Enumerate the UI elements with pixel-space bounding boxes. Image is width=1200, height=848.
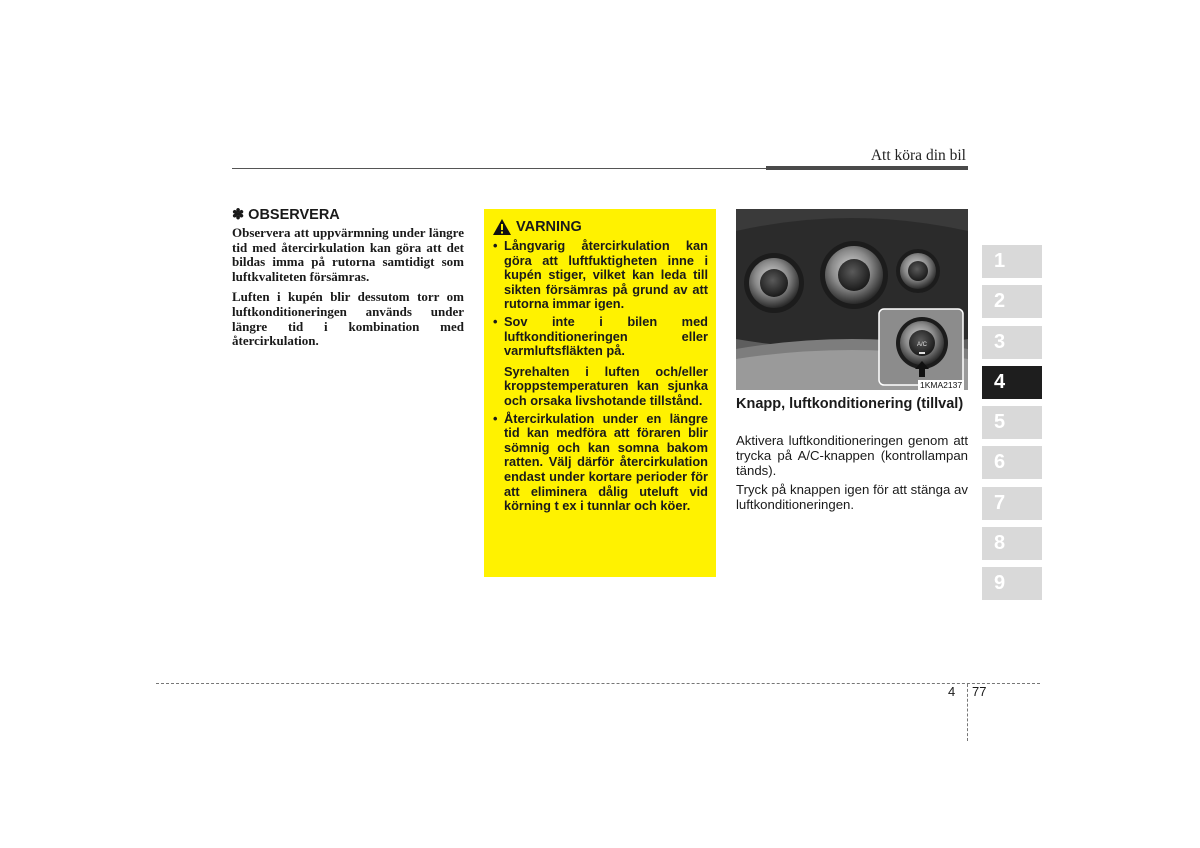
chapter-tab-3[interactable]: 3 [982, 326, 1042, 359]
warning-item-subtext: Syrehalten i luften och/eller kroppstemperaturen kan sjunka och orsaka livshotande tillstånd. [504, 363, 708, 408]
chapter-tab-2[interactable]: 2 [982, 285, 1042, 318]
figure-caption-body [736, 433, 968, 515]
warning-item [492, 412, 708, 514]
climate-control-photo [736, 209, 968, 390]
warning-box [484, 209, 716, 577]
warning-item [492, 315, 708, 409]
observera-note [232, 207, 464, 355]
observera-title: ✽ OBSERVERA [232, 207, 340, 223]
climate-panel-illustration [736, 209, 968, 390]
chapter-tab-4[interactable]: 4 [982, 366, 1042, 399]
chapter-tab-5[interactable]: 5 [982, 406, 1042, 439]
warning-item-text: Långvarig återcirkulation kan göra att luftfuktigheten inne i kupén stiger, vilket kan leda till sikten försämras på grund av att rutorna immar igen. [504, 238, 708, 312]
warning-item-text: Återcirkulation under en längre tid kan medföra att föraren blir sömnig och kan somna bakom ratten. Välj därför återcirkulation endast under kortare perioder för att eliminera dålig uteluft vid körning t ex i tunnlar och köer. [504, 410, 708, 514]
bullet-icon: • [493, 410, 498, 426]
chapter-tab-7[interactable]: 7 [982, 487, 1042, 520]
observera-paragraph-2: Luften i kupén blir dessutom torr om luftkonditioneringen används under längre tid i kombination med återcirkulation. [232, 289, 464, 349]
warning-list [492, 239, 708, 514]
page-number: 77 [972, 684, 987, 699]
footer-rule [156, 683, 1040, 684]
chapter-tab-6[interactable]: 6 [982, 446, 1042, 479]
warning-triangle-icon [492, 218, 512, 236]
figure-caption-title: Knapp, luftkonditionering (tillval) [736, 396, 964, 412]
bullet-icon: • [493, 313, 498, 329]
warning-item-text: Sov inte i bilen med luftkonditioneringen eller varmluftsfläkten på. [504, 313, 708, 359]
bullet-icon: • [493, 238, 498, 253]
warning-title: VARNING [516, 219, 582, 235]
header-bar [766, 166, 968, 170]
figure-code: 1KMA2137 [920, 380, 963, 390]
chapter-tab-1[interactable]: 1 [982, 245, 1042, 278]
chapter-tab-9[interactable]: 9 [982, 567, 1042, 600]
ac-button-label: A/C [916, 342, 928, 348]
observera-paragraph-1: Observera att uppvärmning under längre tid med återcirkulation kan göra att det bildas imma på rutorna samtidigt som luftkvaliteten försämras. [232, 225, 464, 284]
running-header-title: Att köra din bil [870, 147, 966, 164]
caption-paragraph-1: Aktivera luftkonditioneringen genom att trycka på A/C-knappen (kontrollampan tänds). [736, 433, 968, 479]
warning-header [492, 218, 708, 236]
warning-item [492, 239, 708, 312]
caption-paragraph-2: Tryck på knappen igen för att stänga av luftkonditioneringen. [736, 481, 968, 512]
page-chapter-number: 4 [948, 684, 956, 699]
chapter-tab-8[interactable]: 8 [982, 527, 1042, 560]
footer-divider [967, 684, 968, 741]
